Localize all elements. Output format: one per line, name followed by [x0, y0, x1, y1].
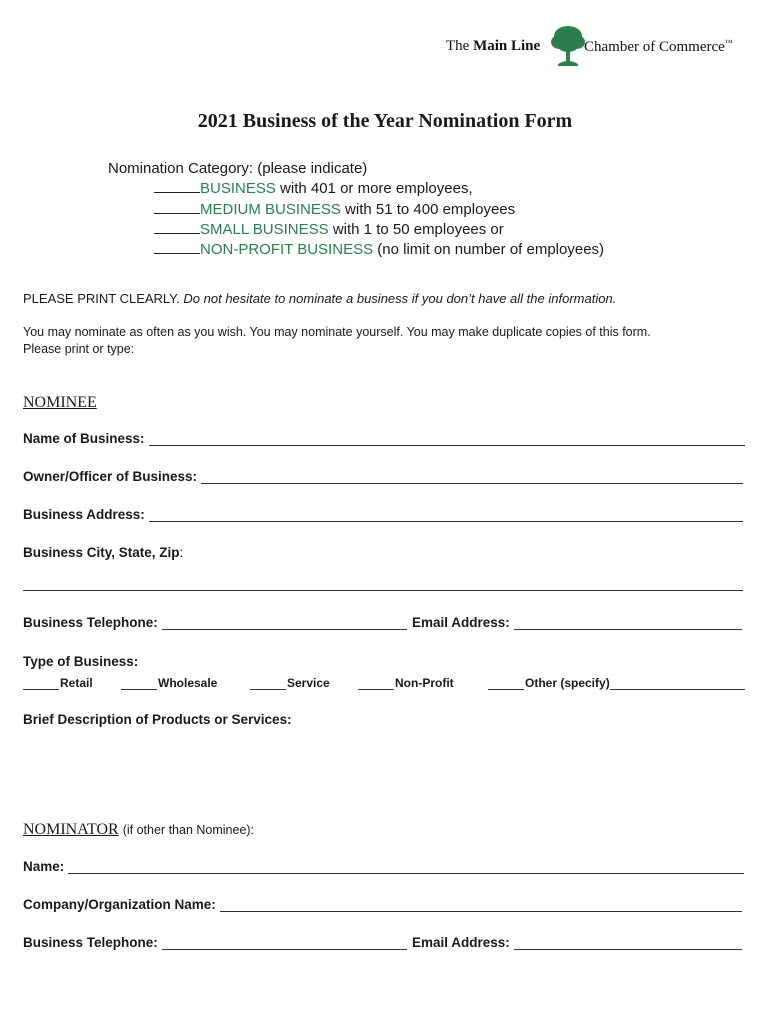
page-title: 2021 Business of the Year Nomination Form: [197, 110, 573, 132]
email-address-field[interactable]: Email Address:: [412, 615, 742, 630]
category-heading: Nomination Category: (please indicate): [108, 160, 368, 177]
type-service[interactable]: Service: [250, 676, 330, 690]
company-name-field[interactable]: Company/Organization Name:: [23, 897, 742, 912]
nominator-telephone-field[interactable]: Business Telephone:: [23, 935, 407, 950]
description-label: Brief Description of Products or Services:: [23, 712, 292, 727]
type-wholesale[interactable]: Wholesale: [121, 676, 217, 690]
nominator-heading: NOMINATOR (if other than Nominee):: [23, 821, 255, 838]
nomination-rules: You may nominate as often as you wish. You may nominate yourself. You may make duplicate copies of this form. Please print or type:: [23, 325, 651, 356]
owner-field[interactable]: Owner/Officer of Business:: [23, 469, 743, 484]
business-city-line[interactable]: [23, 590, 743, 591]
category-small-business[interactable]: SMALL BUSINESS with 1 to 50 employees or: [154, 221, 504, 238]
nominator-name-field[interactable]: Name:: [23, 859, 744, 874]
type-other[interactable]: Other (specify): [488, 676, 745, 690]
nominee-heading: NOMINEE: [23, 394, 97, 411]
type-retail[interactable]: Retail: [23, 676, 93, 690]
category-nonprofit-business[interactable]: NON-PROFIT BUSINESS (no limit on number of employees): [154, 241, 604, 258]
tree-icon: [550, 24, 586, 68]
print-instructions: PLEASE PRINT CLEARLY. Do not hesitate to nominate a business if you don’t have all the information.: [23, 291, 617, 306]
chamber-logo: [446, 24, 756, 68]
logo-text-suffix: Chamber of Commerce™: [584, 38, 733, 55]
nominator-email-field[interactable]: Email Address:: [412, 935, 742, 950]
logo-text-prefix: The Main Line: [446, 38, 541, 54]
business-name-field[interactable]: Name of Business:: [23, 431, 745, 446]
business-address-field[interactable]: Business Address:: [23, 507, 743, 522]
category-medium-business[interactable]: MEDIUM BUSINESS with 51 to 400 employees: [154, 201, 515, 218]
business-city-label: Business City, State, Zip :: [23, 545, 184, 560]
category-business[interactable]: BUSINESS with 401 or more employees,: [154, 180, 473, 197]
business-telephone-field[interactable]: Business Telephone:: [23, 615, 407, 630]
type-of-business-label: Type of Business:: [23, 654, 139, 669]
type-nonprofit[interactable]: Non-Profit: [358, 676, 454, 690]
